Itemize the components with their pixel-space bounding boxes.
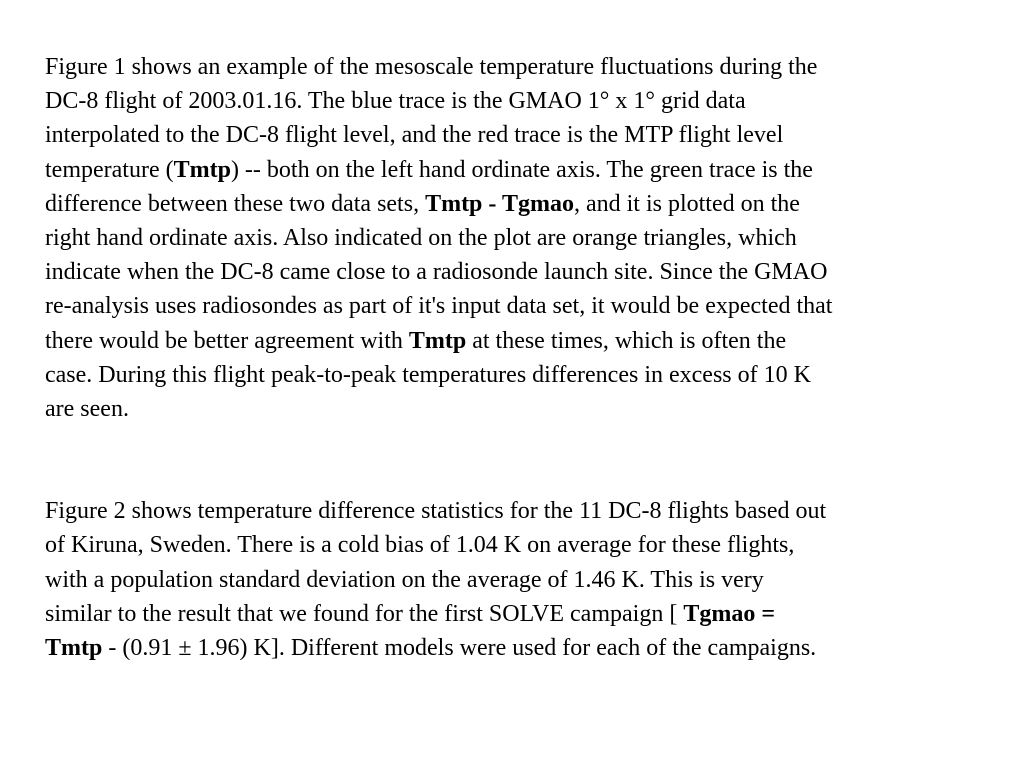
- bold-term-tmtp: Tmtp: [408, 327, 467, 354]
- text-line: [45, 153, 990, 187]
- text-line: case. During this flight peak-to-peak temperatures differences in excess of 10 K: [45, 361, 811, 388]
- paragraph-figure-2: [45, 494, 990, 665]
- text-line: interpolated to the DC-8 flight level, and the red trace is the MTP flight level: [45, 122, 784, 149]
- text-run: - (0.91 ± 1.96) K]. Different models were used for each of the campaigns.: [102, 635, 817, 662]
- text-line: of Kiruna, Sweden. There is a cold bias of 1.04 K on average for these flights,: [45, 532, 795, 559]
- text-line: DC-8 flight of 2003.01.16. The blue trace is the GMAO 1° x 1° grid data: [45, 88, 746, 115]
- text-run: , and it is plotted on the: [573, 190, 800, 217]
- text-line: Figure 1 shows an example of the mesoscale temperature fluctuations during the: [45, 54, 818, 80]
- document-body: [45, 50, 990, 665]
- text-run: there would be better agreement with: [45, 327, 409, 354]
- text-run: at these times, which is often the: [466, 327, 787, 354]
- text-line: [45, 597, 990, 631]
- text-line: indicate when the DC-8 came close to a radiosonde launch site. Since the GMAO: [45, 259, 828, 286]
- text-line: re-analysis uses radiosondes as part of it's input data set, it would be expected that: [45, 293, 833, 320]
- text-line: [45, 324, 990, 358]
- text-run: ) -- both on the left hand ordinate axis. The green trace is the: [230, 156, 813, 183]
- bold-term-tmtp: Tmtp: [45, 635, 103, 662]
- bold-term-tmtp: Tmtp: [173, 156, 231, 183]
- text-line: [45, 631, 990, 665]
- text-run: similar to the result that we found for the first SOLVE campaign [: [45, 600, 684, 627]
- text-line: with a population standard deviation on the average of 1.46 K. This is very: [45, 566, 764, 593]
- text-line: [45, 187, 990, 221]
- text-line: right hand ordinate axis. Also indicated on the plot are orange triangles, which: [45, 225, 797, 252]
- text-line: Figure 2 shows temperature difference statistics for the 11 DC-8 flights based out: [45, 498, 827, 525]
- text-run: difference between these two data sets,: [45, 190, 426, 217]
- bold-term-difference: Tmtp - Tgmao: [425, 190, 574, 217]
- text-line: are seen.: [45, 396, 129, 423]
- text-run: temperature (: [45, 156, 174, 183]
- bold-term-tgmao: Tgmao =: [683, 600, 775, 627]
- paragraph-figure-1: [45, 50, 990, 426]
